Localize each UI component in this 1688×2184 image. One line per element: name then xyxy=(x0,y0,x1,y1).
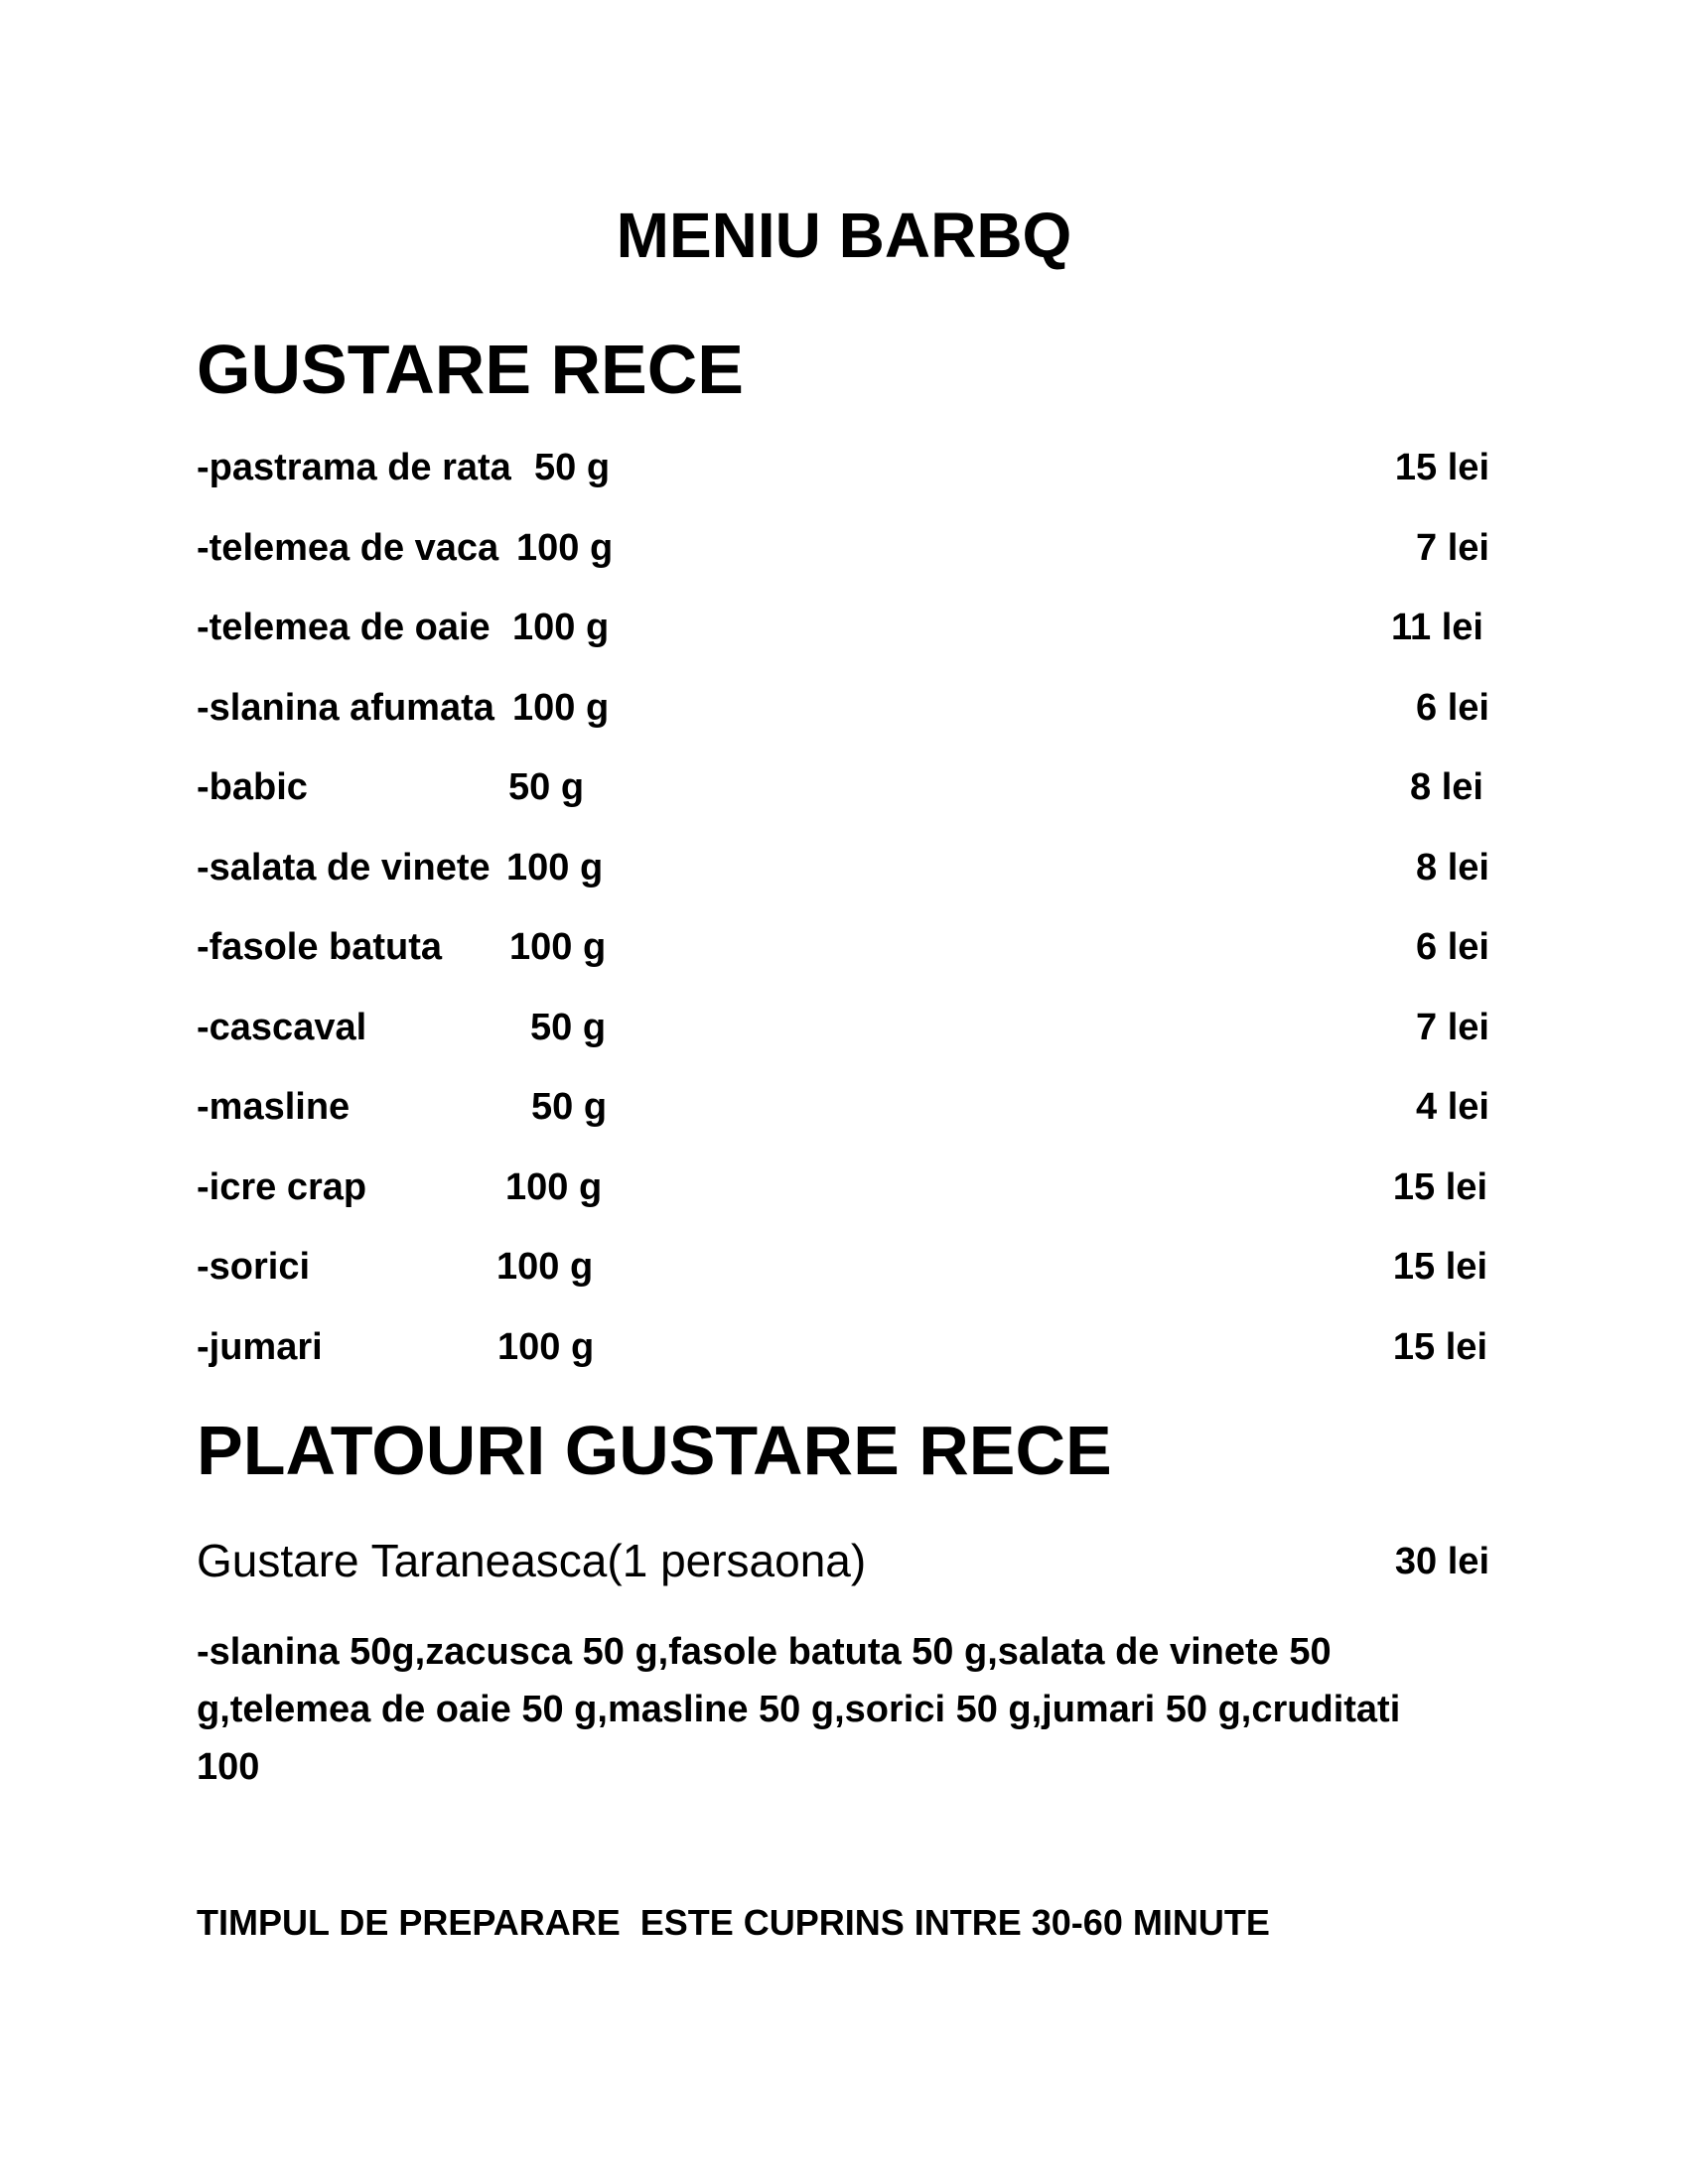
menu-item xyxy=(197,607,1489,687)
page-title: MENIU BARBQ xyxy=(616,200,1072,271)
platter-description: -slanina 50g,zacusca 50 g,fasole batuta 50 g,salata de vinete 50 g,telemea de oaie 50 g,masline 50 g,sorici 50 g,jumari 50 g,cruditati 100 xyxy=(197,1631,1401,1788)
menu-item xyxy=(197,1086,1489,1166)
item-price: 15 lei xyxy=(1394,447,1489,488)
item-quantity: 100 g xyxy=(516,526,614,569)
item-price: 7 lei xyxy=(1416,526,1489,569)
item-price: 6 lei xyxy=(1416,686,1489,729)
menu-item xyxy=(197,1007,1489,1087)
item-quantity: 100 g xyxy=(512,686,610,729)
item-name: -salata de vinete xyxy=(197,846,491,888)
item-price: 6 lei xyxy=(1416,926,1489,968)
platter-price: 30 lei xyxy=(1394,1541,1489,1582)
section-heading-cold: GUSTARE RECE xyxy=(197,331,744,408)
item-name: -slanina afumata xyxy=(197,686,494,729)
item-quantity: 100 g xyxy=(512,607,610,648)
menu-item xyxy=(197,687,1489,767)
item-name: -icre crap xyxy=(197,1165,367,1208)
item-price: 7 lei xyxy=(1416,1006,1489,1048)
section-heading-platters: PLATOURI GUSTARE RECE xyxy=(197,1412,1112,1489)
item-quantity: 100 g xyxy=(509,926,607,968)
item-name: -pastrama de rata xyxy=(197,447,511,488)
item-quantity: 50 g xyxy=(508,766,585,808)
item-price: 8 lei xyxy=(1410,766,1483,808)
menu-item xyxy=(197,1166,1489,1247)
item-name: -telemea de oaie xyxy=(197,607,491,648)
item-quantity: 50 g xyxy=(531,1086,608,1128)
item-price: 15 lei xyxy=(1392,1165,1487,1208)
preparation-time-note: TIMPUL DE PREPARARE ESTE CUPRINS INTRE 30-60 MINUTE xyxy=(197,1902,1270,1943)
item-quantity: 100 g xyxy=(505,1165,603,1208)
item-price: 8 lei xyxy=(1416,846,1489,888)
item-quantity: 100 g xyxy=(497,1325,595,1368)
item-name: -sorici xyxy=(197,1246,311,1288)
item-name: -telemea de vaca xyxy=(197,526,499,569)
item-quantity: 50 g xyxy=(530,1006,607,1048)
item-quantity: 50 g xyxy=(534,447,611,488)
item-price: 15 lei xyxy=(1392,1325,1487,1368)
item-name: -masline xyxy=(197,1086,351,1128)
item-price: 15 lei xyxy=(1392,1246,1487,1288)
menu-item xyxy=(197,1326,1489,1407)
item-price: 4 lei xyxy=(1416,1086,1489,1128)
item-name: -cascaval xyxy=(197,1006,367,1048)
menu-item xyxy=(197,766,1489,847)
item-name: -fasole batuta xyxy=(197,926,443,968)
menu-item xyxy=(197,926,1489,1007)
menu-item xyxy=(197,447,1489,527)
item-name: -babic xyxy=(197,766,308,808)
cold-items-list xyxy=(197,447,1489,1406)
item-price: 11 lei xyxy=(1391,607,1483,648)
platter-name: Gustare Taraneasca(1 persaona) xyxy=(197,1535,867,1586)
menu-item xyxy=(197,527,1489,608)
menu-item xyxy=(197,847,1489,927)
menu-item xyxy=(197,1246,1489,1326)
item-quantity: 100 g xyxy=(496,1246,594,1288)
item-quantity: 100 g xyxy=(506,846,604,888)
item-name: -jumari xyxy=(197,1325,323,1368)
